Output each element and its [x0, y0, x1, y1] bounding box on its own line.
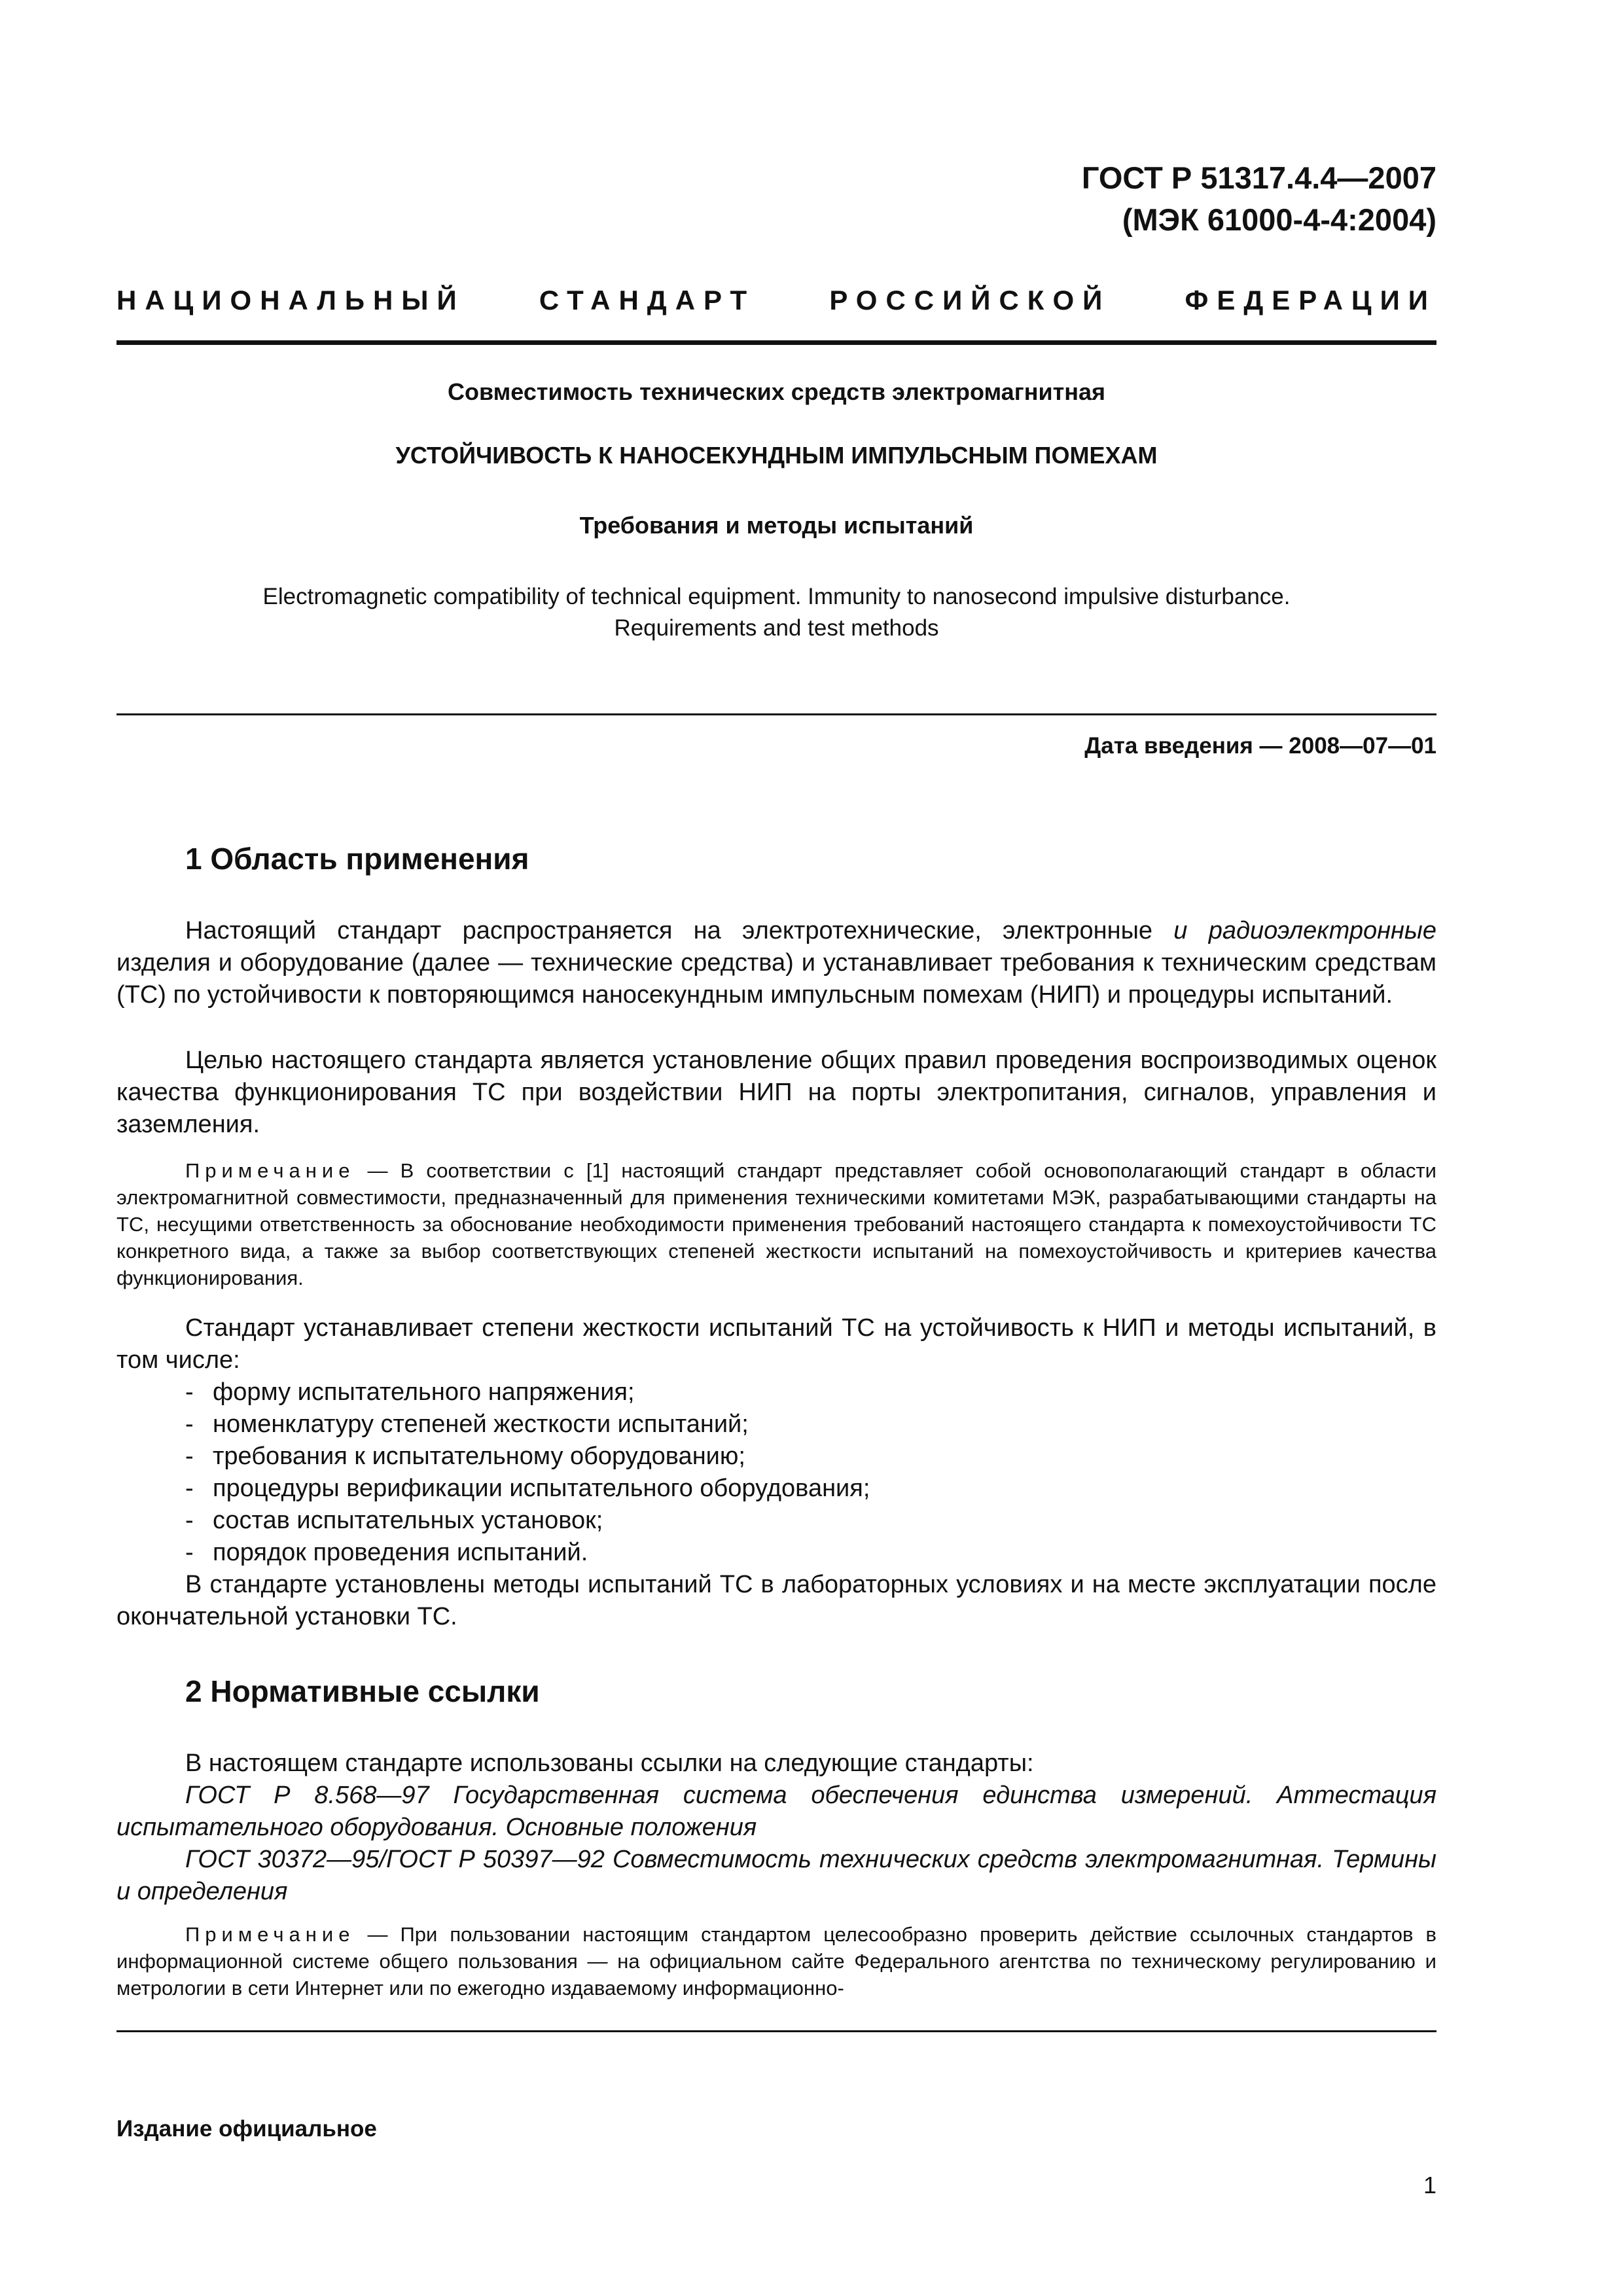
- section-1-paragraph-1: [116, 915, 1436, 1011]
- reference-1: ГОСТ Р 8.568—97 Государственная система обеспечения единства измерений. Аттестация испытательного оборудования. Основные положения: [116, 1782, 1436, 1841]
- page-number: 1: [1423, 2172, 1436, 2198]
- note-text: — В соответствии с [1] настоящий стандарт представляет собой основополагающий стандарт в области электромагнитной совместимости, предназначенный для применения техническими комитетами МЭК, разрабатывающими стандарты на ТС, несущими ответственность за обоснование необходимости применения требований настоящего стандарта к помехоустойчивости ТС конкретного вида, а также за выбор соответствующих степеней жесткости испытаний на помехоустойчивость и критериев качества функционирования.: [116, 1159, 1436, 1289]
- national-standard-banner: [116, 285, 1436, 316]
- iec-number: (МЭК 61000-4-4:2004): [1122, 202, 1436, 237]
- list-item: - процедуры верификации испытательного оборудования;: [185, 1473, 1429, 1505]
- english-title-line-2: Requirements and test methods: [614, 615, 939, 641]
- section-1-note: [116, 1157, 1436, 1291]
- introduction-date: Дата введения — 2008—07—01: [1084, 733, 1436, 759]
- paragraph-text: изделия и оборудование (далее — технические средства) и устанавливает требования к техническим средствам (ТС) по устойчивости к повторяющимся наносекундным импульсным помехам (НИП) и процедуры испытаний.: [116, 949, 1436, 1009]
- standard-number: ГОСТ Р 51317.4.4—2007: [1081, 160, 1436, 195]
- footer-rule: [116, 2030, 1436, 2032]
- list-item: - форму испытательного напряжения;: [185, 1376, 1429, 1408]
- title-line-3: Требования и методы испытаний: [579, 512, 974, 539]
- list-item: - порядок проведения испытаний.: [185, 1537, 1429, 1569]
- title-rule: [116, 713, 1436, 715]
- section-1-paragraph-3: Стандарт устанавливает степени жесткости испытаний ТС на устойчивость к НИП и методы испытаний, в том числе:: [116, 1314, 1436, 1374]
- section-1-paragraph-2: Целью настоящего стандарта является установление общих правил проведения воспроизводимых оценок качества функционирования ТС при воздействии НИП на порты электропитания, сигналов, управления и заземления.: [116, 1047, 1436, 1138]
- test-items-list: [185, 1376, 1429, 1569]
- banner-word: СТАНДАРТ: [539, 285, 756, 315]
- list-item: - требования к испытательному оборудованию;: [185, 1441, 1429, 1473]
- reference-2: ГОСТ 30372—95/ГОСТ Р 50397—92 Совместимость технических средств электромагнитная. Термины и определения: [116, 1846, 1436, 1905]
- title-line-2: УСТОЙЧИВОСТЬ К НАНОСЕКУНДНЫМ ИМПУЛЬСНЫМ ПОМЕХАМ: [395, 442, 1158, 469]
- official-edition: Издание официальное: [116, 2116, 377, 2142]
- standard-number-block: [1082, 157, 1436, 241]
- english-title-line-1: Electromagnetic compatibility of technical equipment. Immunity to nanosecond impulsive disturbance.: [262, 584, 1291, 609]
- banner-word: НАЦИОНАЛЬНЫЙ: [116, 285, 465, 315]
- list-item: - номенклатуру степеней жесткости испытаний;: [185, 1408, 1429, 1441]
- banner-word: РОССИЙСКОЙ: [829, 285, 1111, 315]
- banner-word: ФЕДЕРАЦИИ: [1185, 285, 1436, 315]
- italic-text: и радиоэлектронные: [1173, 917, 1437, 944]
- paragraph-text: Настоящий стандарт распространяется на электротехнические, электронные: [185, 917, 1174, 944]
- note-label: Примечание: [185, 1923, 355, 1946]
- english-title: [116, 581, 1436, 644]
- list-item: - состав испытательных установок;: [185, 1505, 1429, 1537]
- note-text: — При пользовании настоящим стандартом целесообразно проверить действие ссылочных стандартов в информационной системе общего пользования — на официальном сайте Федерального агентства по техническому регулированию и метрологии в сети Интернет или по ежегодно издаваемому информационно-: [116, 1923, 1436, 2000]
- title-line-1: Совместимость технических средств электромагнитная: [448, 378, 1105, 405]
- section-2-note: [116, 1921, 1436, 2001]
- section-1-title: 1 Область применения: [185, 842, 529, 876]
- note-label: Примечание: [185, 1159, 355, 1182]
- section-2-intro: В настоящем стандарте использованы ссылки на следующие стандарты:: [185, 1749, 1034, 1777]
- section-1-paragraph-4: В стандарте установлены методы испытаний ТС в лабораторных условиях и на месте эксплуатации после окончательной установки ТС.: [116, 1571, 1436, 1630]
- header-rule: [116, 340, 1436, 345]
- section-2-title: 2 Нормативные ссылки: [185, 1674, 540, 1708]
